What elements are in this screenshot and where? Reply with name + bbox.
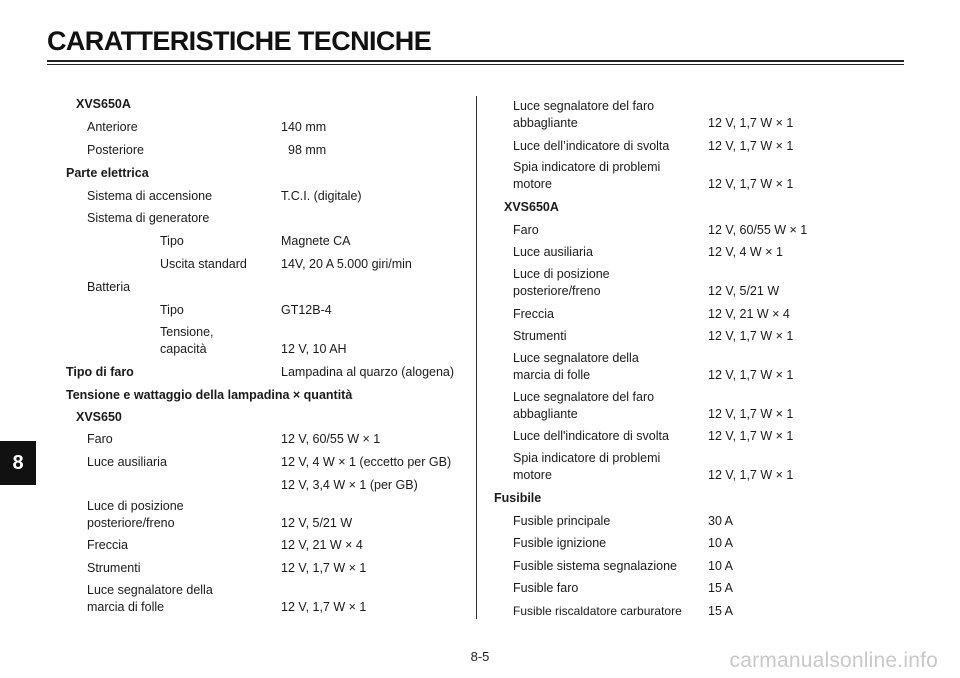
spec-label: marcia di folle xyxy=(513,368,591,382)
spec-label: Tipo xyxy=(160,303,184,317)
spec-label: Tipo xyxy=(160,234,184,248)
column-divider xyxy=(476,96,477,619)
model-heading: XVS650A xyxy=(504,200,559,214)
spec-value: 12 V, 5/21 W xyxy=(281,516,353,530)
spec-value: 10 A xyxy=(708,536,734,550)
spec-label: Fusible riscaldatore carburatore xyxy=(513,604,682,618)
spec-label: Posteriore xyxy=(87,143,144,157)
spec-label: Luce ausiliaria xyxy=(87,455,167,469)
spec-label: Sistema di accensione xyxy=(87,189,213,203)
spec-value: 12 V, 5/21 W xyxy=(708,284,780,298)
spec-value: 15 A xyxy=(708,604,734,618)
spec-value: 12 V, 60/55 W × 1 xyxy=(281,432,381,446)
model-heading: XVS650 xyxy=(76,410,122,424)
spec-value: 30 A xyxy=(708,514,734,528)
model-heading: XVS650A xyxy=(76,97,131,111)
section-heading: Tipo di faro xyxy=(66,365,134,379)
spec-value: 12 V, 4 W × 1 xyxy=(708,245,783,259)
spec-value: 12 V, 1,7 W × 1 xyxy=(708,329,794,343)
spec-value: 12 V, 1,7 W × 1 xyxy=(281,561,367,575)
spec-value: 12 V, 21 W × 4 xyxy=(708,307,790,321)
spec-value: 14V, 20 A 5.000 giri/min xyxy=(281,257,412,271)
spec-label: Faro xyxy=(513,223,539,237)
spec-value: 10 A xyxy=(708,559,734,573)
spec-label: Spia indicatore di problemi xyxy=(513,451,661,465)
header-rule-thin xyxy=(47,64,904,65)
spec-value: 12 V, 10 AH xyxy=(281,342,347,356)
spec-value: 12 V, 1,7 W × 1 xyxy=(281,600,367,614)
chapter-tab: 8 xyxy=(0,441,36,485)
spec-label: motore xyxy=(513,468,552,482)
spec-label: Uscita standard xyxy=(160,257,247,271)
spec-label: Luce segnalatore del faro xyxy=(513,99,655,113)
spec-value: 12 V, 1,7 W × 1 xyxy=(708,116,794,130)
spec-value: GT12B-4 xyxy=(281,303,332,317)
spec-value: 12 V, 1,7 W × 1 xyxy=(708,407,794,421)
spec-label: Strumenti xyxy=(87,561,141,575)
spec-label: Spia indicatore di problemi xyxy=(513,160,661,174)
spec-value: 12 V, 1,7 W × 1 xyxy=(708,429,794,443)
spec-label: Freccia xyxy=(513,307,554,321)
page-number: 8-5 xyxy=(470,649,490,664)
spec-label: Fusible ignizione xyxy=(513,536,607,550)
spec-label: Batteria xyxy=(87,280,131,294)
spec-label: Luce segnalatore della xyxy=(87,583,213,597)
spec-value: T.C.I. (digitale) xyxy=(281,189,362,203)
spec-label: Freccia xyxy=(87,538,128,552)
spec-label: motore xyxy=(513,177,552,191)
spec-value: 140 mm xyxy=(281,120,327,134)
spec-label: Fusible sistema segnalazione xyxy=(513,559,677,573)
spec-value: 12 V, 1,7 W × 1 xyxy=(708,177,794,191)
spec-label: capacità xyxy=(160,342,207,356)
spec-label: Luce segnalatore del faro xyxy=(513,390,655,404)
spec-value: Lampadina al quarzo (alogena) xyxy=(281,365,455,379)
spec-label: Luce di posizione xyxy=(87,499,184,513)
spec-label: Faro xyxy=(87,432,113,446)
spec-label: Luce dell’indicatore di svolta xyxy=(513,139,670,153)
section-heading: Parte elettrica xyxy=(66,166,149,180)
spec-label: Luce ausiliaria xyxy=(513,245,593,259)
spec-label: Luce dell'indicatore di svolta xyxy=(513,429,669,443)
spec-label: Luce segnalatore della xyxy=(513,351,639,365)
watermark: carmanualsonline.info xyxy=(729,649,938,672)
spec-label: abbagliante xyxy=(513,407,578,421)
spec-label: Tensione, xyxy=(160,325,214,339)
spec-value: 12 V, 1,7 W × 1 xyxy=(708,139,794,153)
spec-label: posteriore/freno xyxy=(513,284,601,298)
spec-label: abbagliante xyxy=(513,116,578,130)
spec-label: Fusible faro xyxy=(513,581,579,595)
section-heading: Fusibile xyxy=(494,491,542,505)
spec-label: Anteriore xyxy=(87,120,138,134)
spec-label: Luce di posizione xyxy=(513,267,610,281)
section-heading: Tensione e wattaggio della lampadina × quantità xyxy=(66,388,353,402)
spec-label: Fusible principale xyxy=(513,514,611,528)
spec-value: 12 V, 1,7 W × 1 xyxy=(708,468,794,482)
spec-value: 12 V, 1,7 W × 1 xyxy=(708,368,794,382)
header-rule-thick xyxy=(47,60,904,62)
spec-label: marcia di folle xyxy=(87,600,165,614)
spec-value: 12 V, 21 W × 4 xyxy=(281,538,363,552)
spec-value: Magnete CA xyxy=(281,234,351,248)
page-title: CARATTERISTICHE TECNICHE xyxy=(47,26,432,56)
spec-label: posteriore/freno xyxy=(87,516,175,530)
spec-value: 15 A xyxy=(708,581,734,595)
spec-value: 12 V, 60/55 W × 1 xyxy=(708,223,808,237)
spec-value: 98 mm xyxy=(288,143,327,157)
spec-label: Sistema di generatore xyxy=(87,211,210,225)
spec-value: 12 V, 4 W × 1 (eccetto per GB) xyxy=(281,455,452,469)
spec-label: Strumenti xyxy=(513,329,567,343)
spec-value: 12 V, 3,4 W × 1 (per GB) xyxy=(281,478,418,492)
